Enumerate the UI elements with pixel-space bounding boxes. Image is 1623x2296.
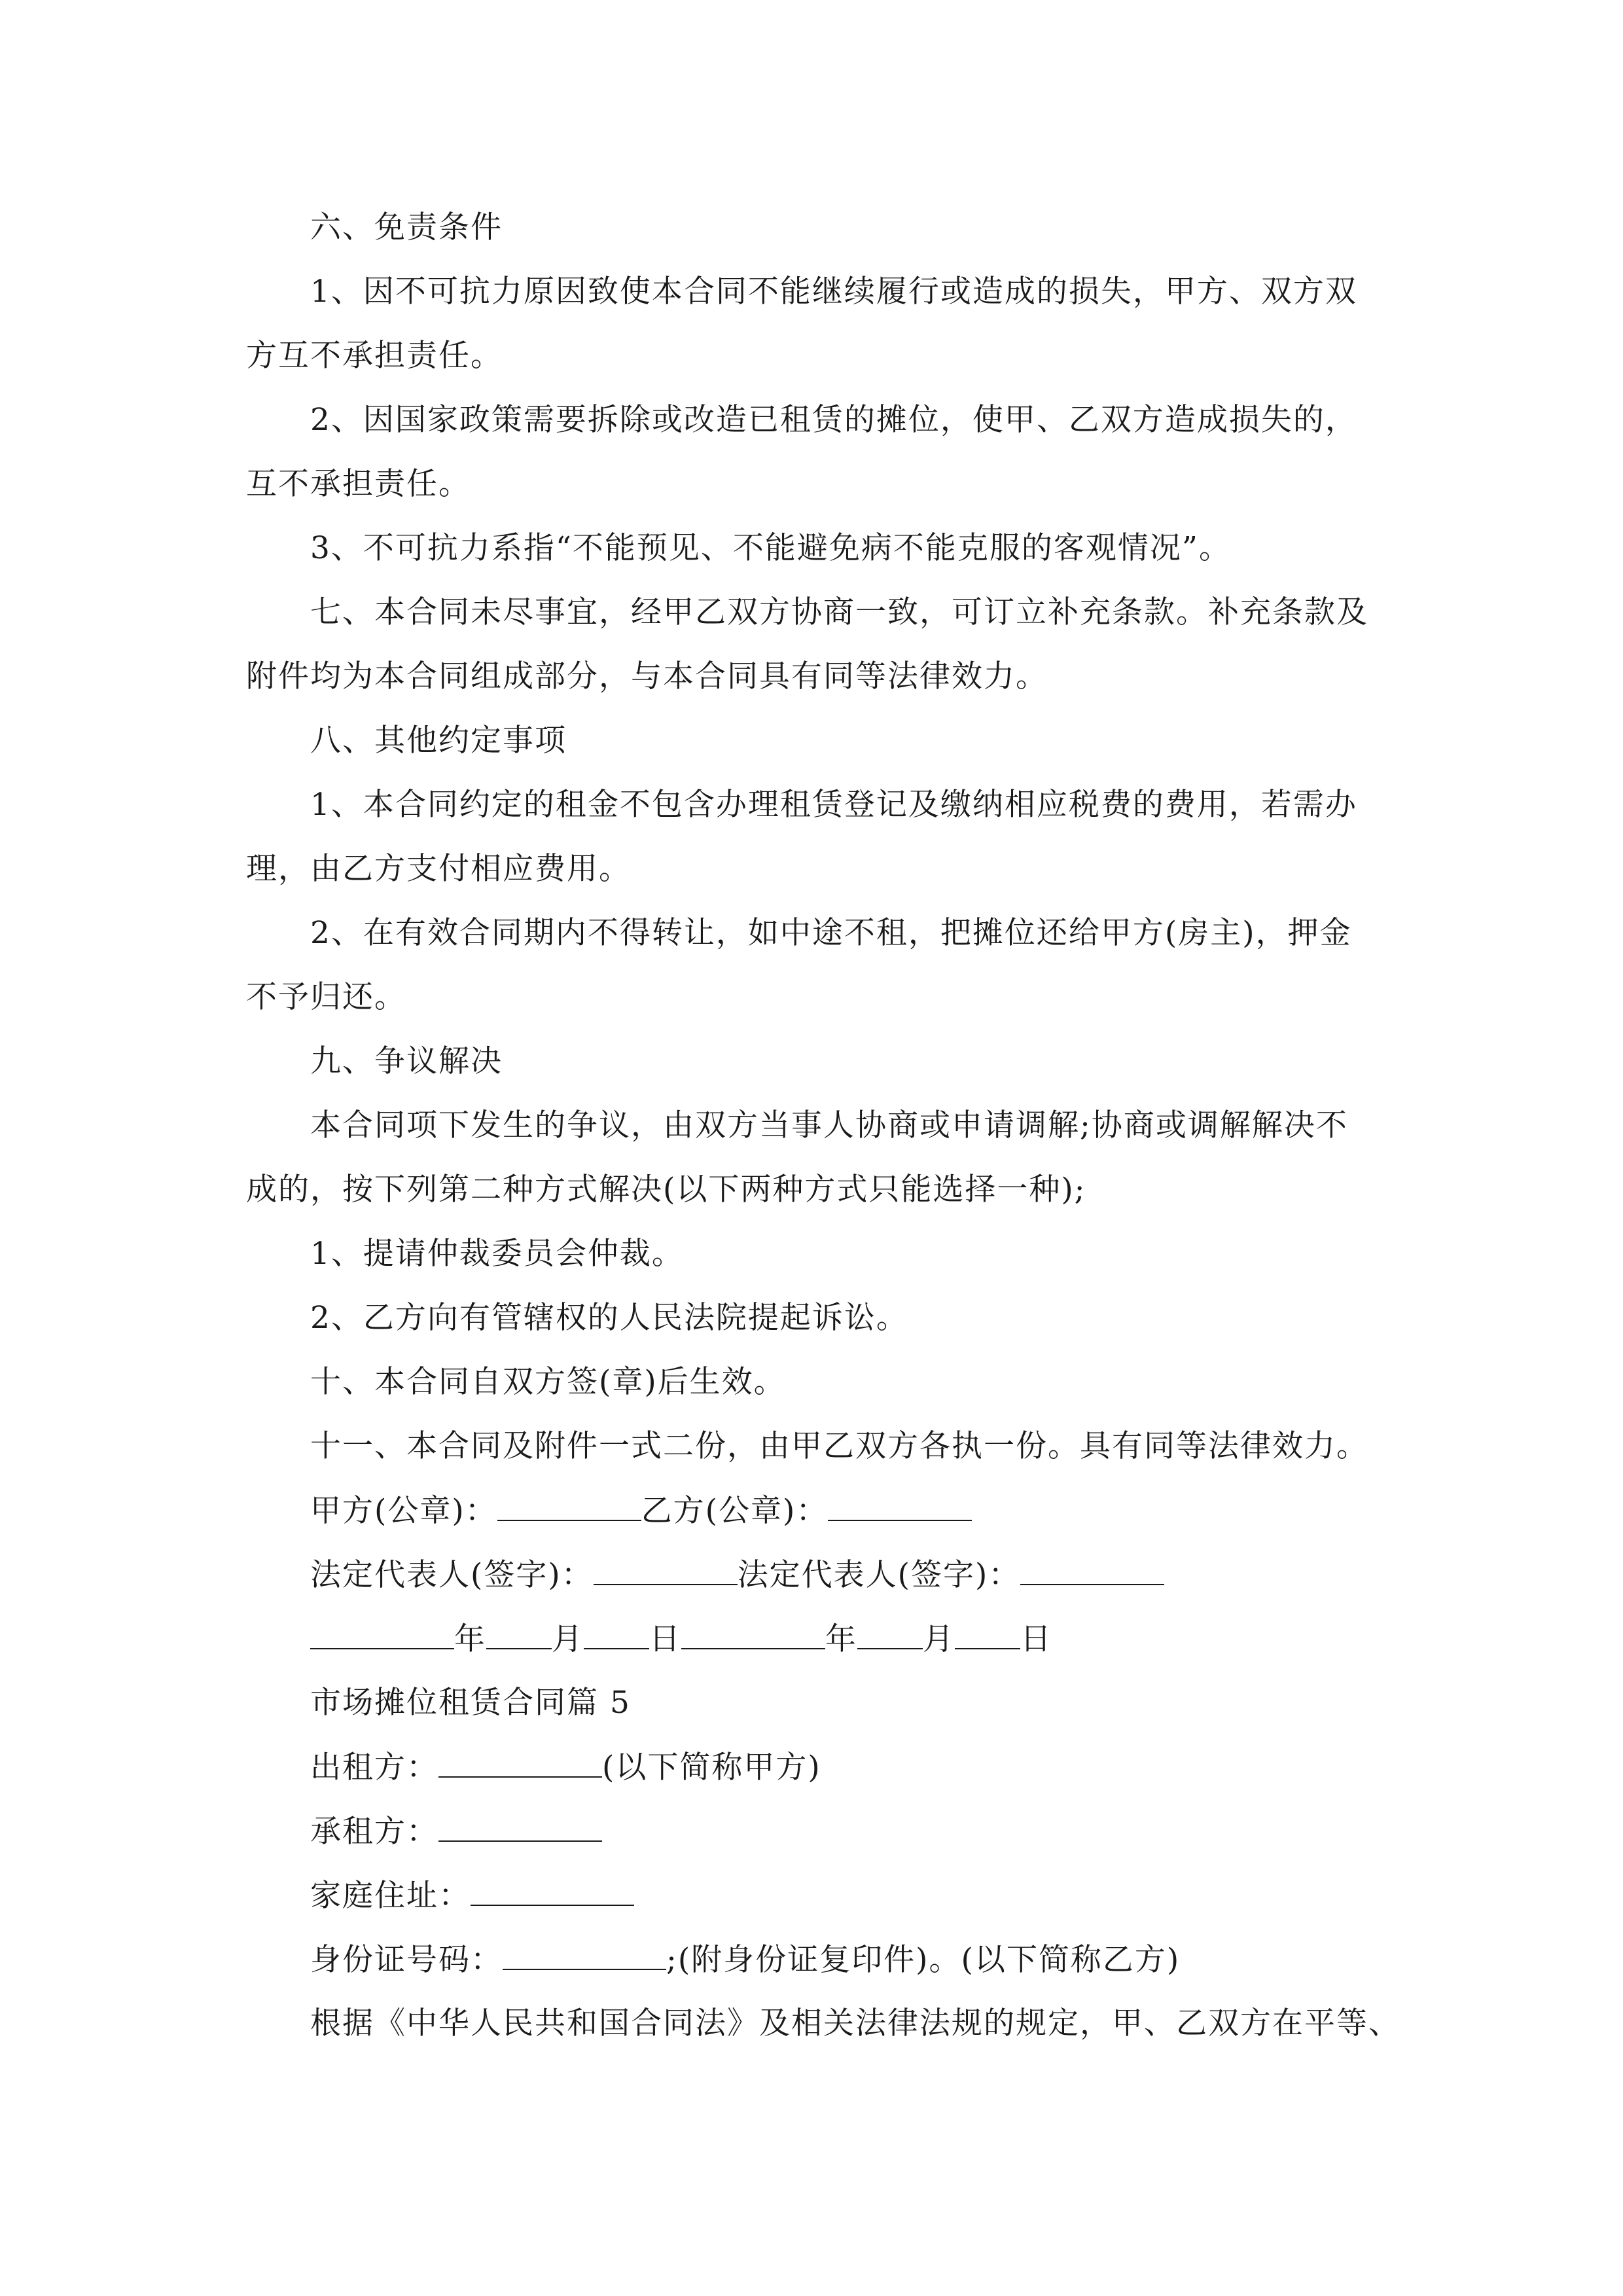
paragraph-line: 本合同项下发生的争议，由双方当事人协商或申请调解;协商或调解解决不 [310,1107,1348,1143]
id-label: 身份证号码： [310,1942,503,1978]
paragraph-line: 十一、本合同及附件一式二份，由甲乙双方各执一份。具有同等法律效力。 [310,1428,1368,1464]
month-label: 月 [923,1621,955,1657]
day-label: 日 [1020,1621,1052,1657]
address-label: 家庭住址： [310,1878,471,1914]
day-blank [584,1619,649,1649]
heading-dispute: 九、争议解决 [310,1043,503,1079]
lessor-row [310,1748,821,1787]
rep-a-label: 法定代表人(签字)： [310,1557,594,1593]
id-row [310,1940,1180,1980]
rep-b-blank [1020,1555,1164,1585]
day-blank [955,1619,1020,1649]
signature-reps-row [310,1555,1164,1595]
party-a-seal-blank [497,1491,641,1521]
paragraph-line: 2、因国家政策需要拆除或改造已租赁的摊位，使甲、乙双方造成损失的， [310,402,1357,438]
paragraph-line: 七、本合同未尽事宜，经甲乙双方协商一致，可订立补充条款。补充条款及 [310,594,1368,630]
signature-parties-row [310,1491,972,1531]
address-blank [471,1876,634,1906]
month-blank [857,1619,923,1649]
year-blank [681,1619,825,1649]
paragraph-line: 不予归还。 [246,979,406,1015]
signature-dates-row [310,1619,1052,1659]
lessor-note: (以下简称甲方) [602,1749,821,1785]
paragraph-line: 互不承担责任。 [246,466,471,502]
paragraph-line: 1、因不可抗力原因致使本合同不能继续履行或造成的损失，甲方、双方双 [310,274,1357,310]
party-b-seal-blank [828,1491,972,1521]
lessee-blank [438,1812,602,1842]
year-label: 年 [454,1621,486,1657]
paragraph-line: 1、本合同约定的租金不包含办理租赁登记及缴纳相应税费的费用，若需办 [310,787,1357,823]
heading-other-terms: 八、其他约定事项 [310,723,567,759]
paragraph-line: 2、乙方向有管辖权的人民法院提起诉讼。 [310,1300,908,1336]
lessee-row [310,1812,602,1852]
paragraph-line: 1、提请仲裁委员会仲裁。 [310,1236,684,1272]
paragraph-line: 成的，按下列第二种方式解决(以下两种方式只能选择一种); [246,1172,1086,1208]
paragraph-line: 方互不承担责任。 [246,338,503,374]
year-label: 年 [825,1621,857,1657]
id-blank [503,1940,666,1970]
address-row [310,1876,634,1916]
id-note: ;(附身份证复印件)。(以下简称乙方) [666,1942,1181,1978]
month-label: 月 [552,1621,584,1657]
paragraph-line: 附件均为本合同组成部分，与本合同具有同等法律效力。 [246,658,1048,694]
paragraph-line: 理，由乙方支付相应费用。 [246,851,631,887]
rep-a-blank [594,1555,738,1585]
lessor-blank [438,1748,602,1778]
year-blank [310,1619,454,1649]
lessor-label: 出租方： [310,1749,438,1785]
paragraph-line: 十、本合同自双方签(章)后生效。 [310,1364,786,1400]
day-label: 日 [649,1621,681,1657]
lessee-label: 承租方： [310,1814,438,1850]
party-a-seal-label: 甲方(公章)： [310,1493,497,1529]
month-blank [486,1619,552,1649]
paragraph-line: 根据《中华人民共和国合同法》及相关法律法规的规定，甲、乙双方在平等、 [310,2005,1400,2041]
paragraph-line: 3、不可抗力系指“不能预见、不能避免病不能克服的客观情况”。 [310,530,1231,566]
section-title: 市场摊位租赁合同篇 5 [310,1685,631,1721]
heading-exemption: 六、免责条件 [310,209,503,245]
rep-b-label: 法定代表人(签字)： [737,1557,1021,1593]
paragraph-line: 2、在有效合同期内不得转让，如中途不租，把摊位还给甲方(房主)，押金 [310,915,1352,951]
party-b-seal-label: 乙方(公章)： [641,1493,829,1529]
